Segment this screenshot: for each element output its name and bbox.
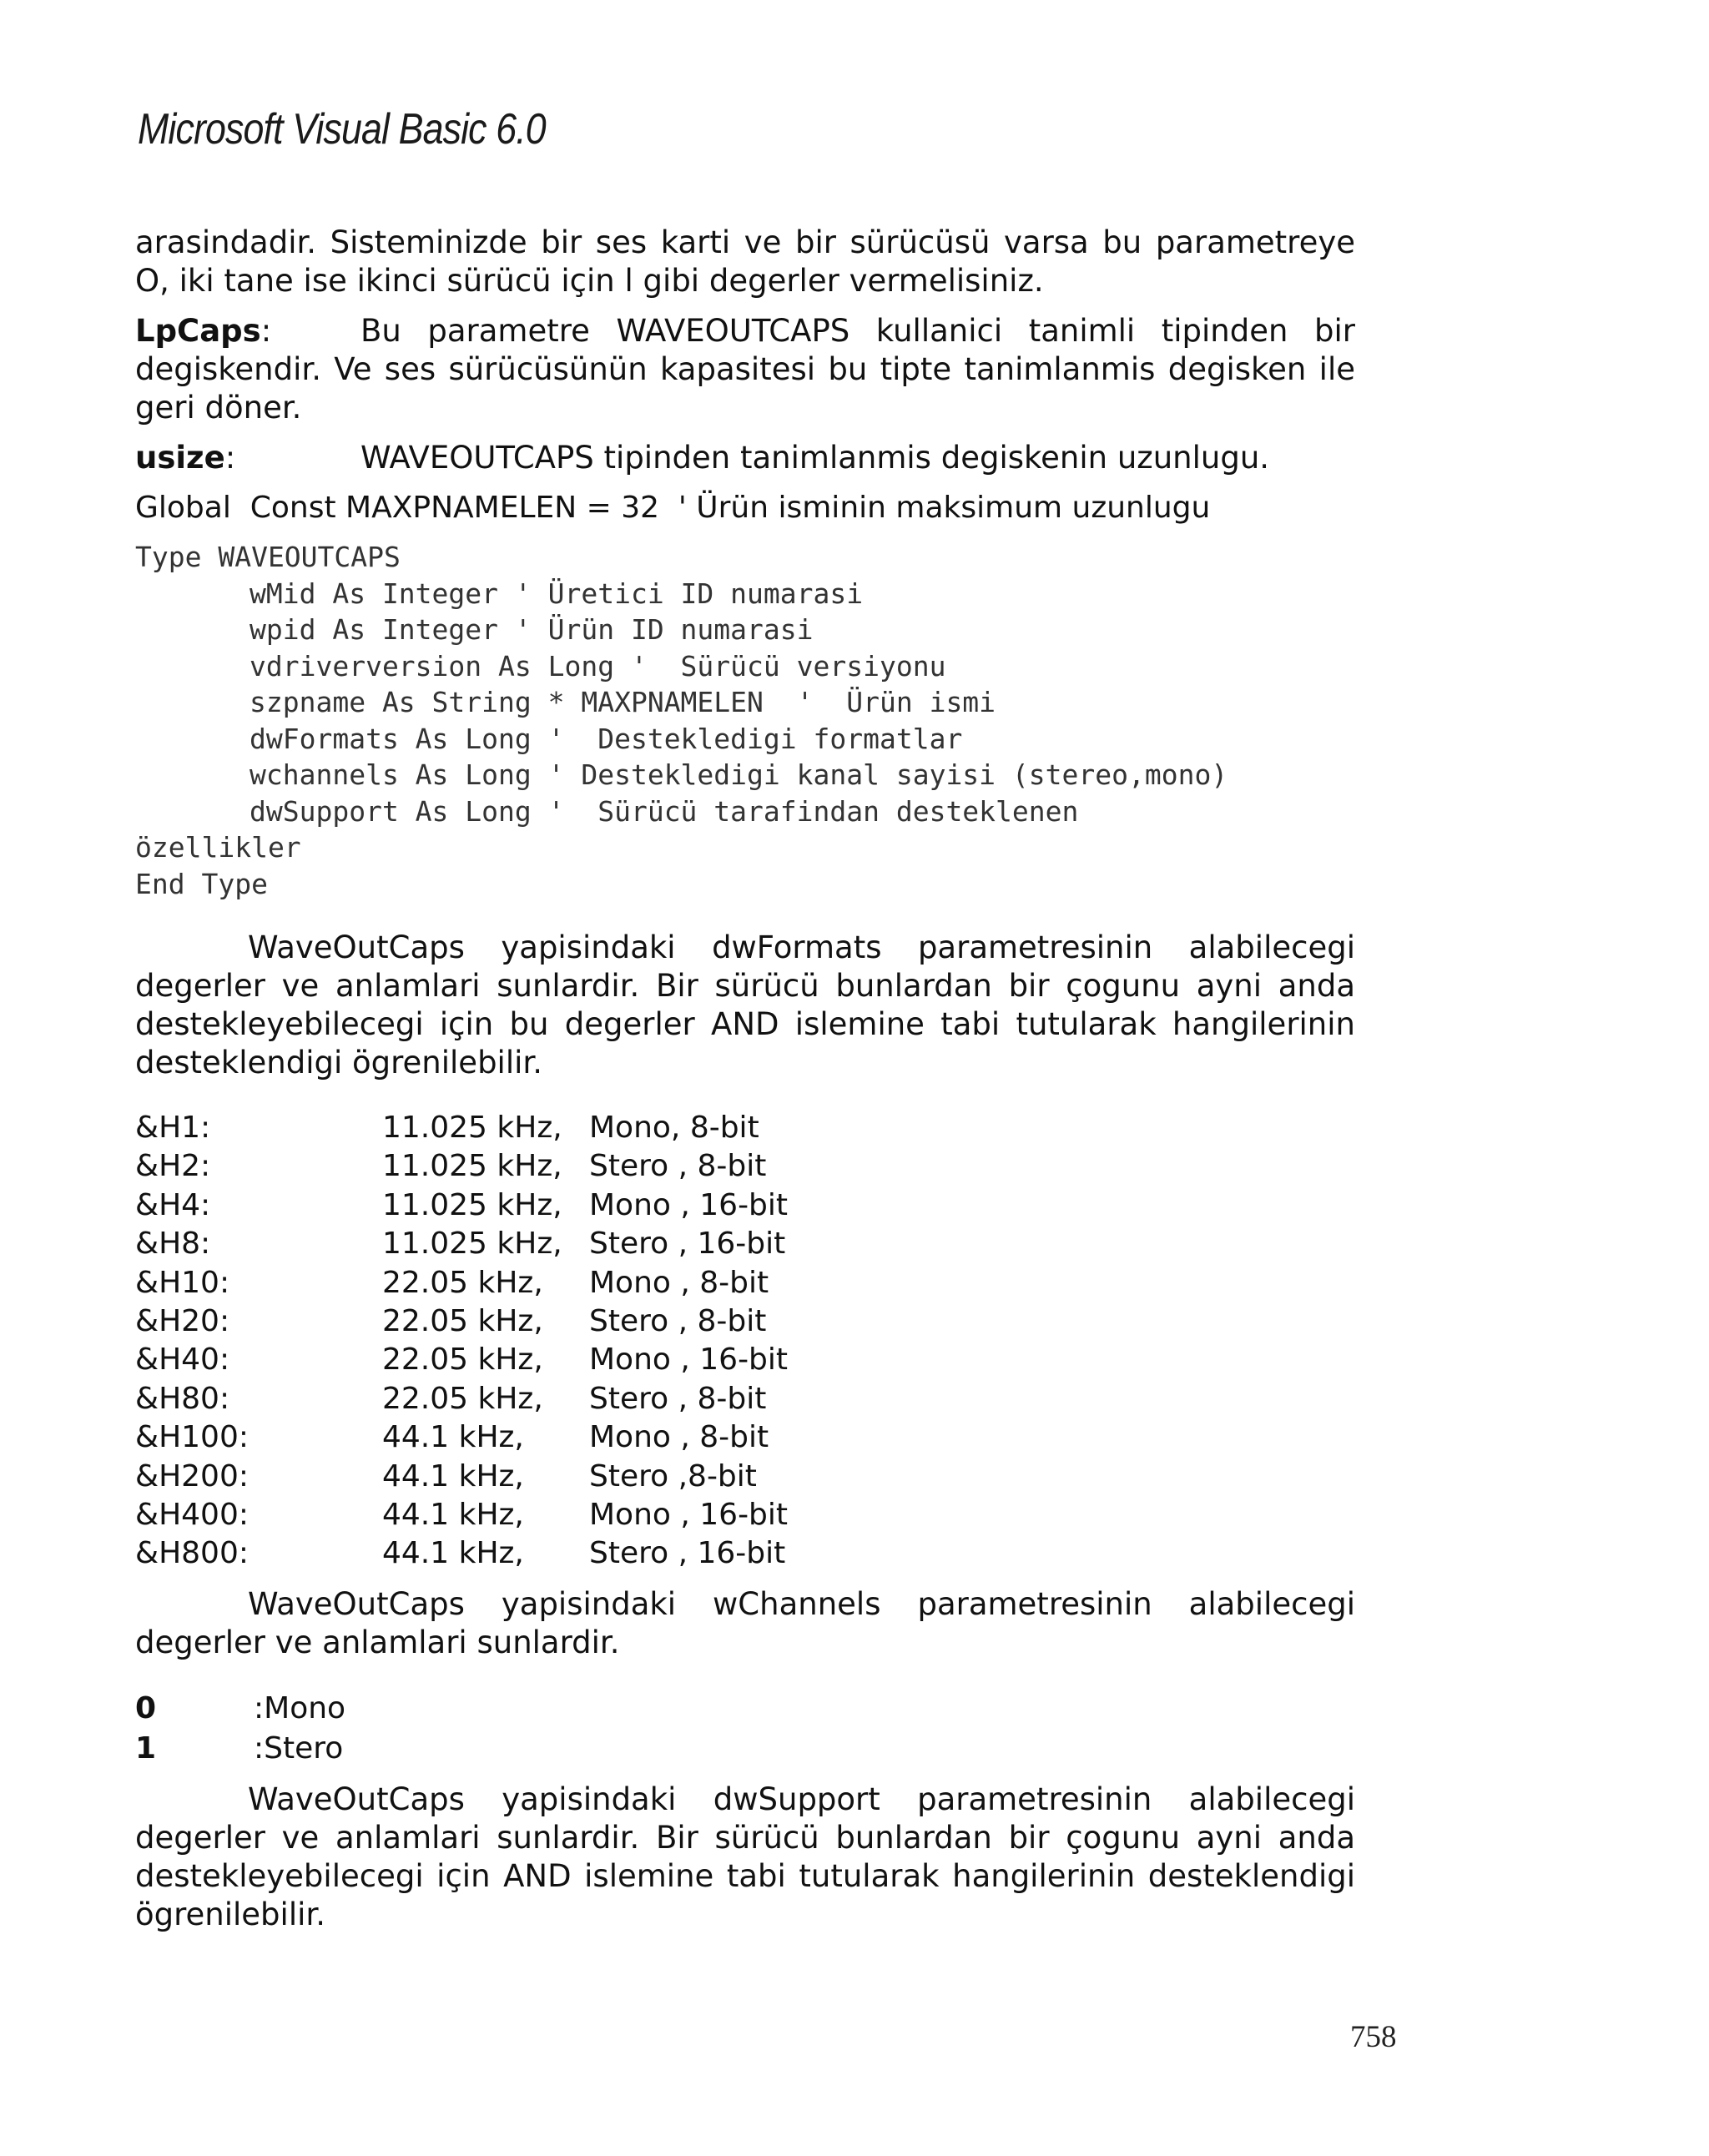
code-type-start: Type WAVEOUTCAPS (135, 541, 401, 573)
param-usize-name: usize: (135, 440, 236, 476)
channels-intro-paragraph: WaveOutCaps yapisindaki wChannels parametresinin alabilecegi degerler ve anlamlari sunlardir. (135, 1585, 1355, 1660)
code-field: wchannels As Long ' Destekledigi kanal sayisi (stereo,mono) (250, 758, 1228, 791)
param-usize (135, 439, 1355, 477)
table-row: &H2: 11.025 kHz, Stero , 8-bit (135, 1149, 767, 1184)
support-intro-paragraph: WaveOutCaps yapisindaki dwSupport parametresinin alabilecegi degerler ve anlamlari sunlardir. Bir sürücü bunlardan bir çogunu ayni anda destekleyebilecegi için AND islemine tabi tutularak hangilerinin desteklendigi ögrenilebilir. (135, 1781, 1355, 1932)
code-field: dwSupport As Long ' Sürücü tarafindan desteklenen (250, 794, 1079, 828)
table-row: &H800: 44.1 kHz, Stero , 16-bit (135, 1536, 786, 1571)
param-lpcaps-name: LpCaps: (135, 313, 272, 349)
table-row: &H10: 22.05 kHz, Mono , 8-bit (135, 1265, 769, 1300)
page-number: 758 (1350, 2020, 1397, 2054)
param-lpcaps (135, 312, 1355, 427)
table-row: &H20: 22.05 kHz, Stero , 8-bit (135, 1304, 767, 1339)
page-header-title: Microsoft Visual Basic 6.0 (138, 105, 546, 154)
table-row: &H100: 44.1 kHz, Mono , 8-bit (135, 1420, 769, 1455)
list-item: 0 :Mono (135, 1690, 346, 1725)
code-type-end: End Type (135, 867, 268, 900)
intro-paragraph: arasindadir. Sisteminizde bir ses karti ve bir sürücüsü varsa bu parametreye O, iki tane ise ikinci sürücü için l gibi degerler vermelisiniz. (135, 224, 1355, 299)
code-field: szpname As String * MAXPNAMELEN ' Ürün ismi (250, 686, 996, 718)
code-field: dwFormats As Long ' Destekledigi formatlar (250, 722, 963, 755)
table-row: &H40: 22.05 kHz, Mono , 16-bit (135, 1342, 789, 1378)
table-row: &H8: 11.025 kHz, Stero , 16-bit (135, 1227, 786, 1262)
param-usize-desc: WAVEOUTCAPS tipinden tanimlanmis degiskenin uzunlugu. (360, 440, 1270, 476)
param-lpcaps-desc: Bu parametre WAVEOUTCAPS kullanici tanimli tipinden bir degiskendir. Ve ses sürücüsünün kapasitesi bu tipte tanimlanmis degisken ile geri döner. (135, 313, 1355, 426)
global-const-line: Global Const MAXPNAMELEN = 32 ' Ürün isminin maksimum uzunlugu (135, 491, 1211, 525)
table-row: &H4: 11.025 kHz, Mono , 16-bit (135, 1187, 789, 1222)
code-wrap-line: özellikler (135, 831, 301, 864)
formats-table (135, 1109, 788, 1574)
code-field: vdriverversion As Long ' Sürücü versiyonu (250, 649, 946, 683)
code-block (135, 539, 1355, 902)
list-item: 1 :Stero (135, 1730, 344, 1766)
page-content (135, 224, 1355, 1934)
formats-intro-paragraph: WaveOutCaps yapisindaki dwFormats parametresinin alabilecegi degerler ve anlamlari sunlardir. Bir sürücü bunlardan bir çogunu ayni anda destekleyebilecegi için bu degerler AND islemine tabi tutularak hangilerinin desteklendigi ögrenilebilir. (135, 929, 1355, 1081)
table-row: &H200: 44.1 kHz, Stero ,8-bit (135, 1458, 757, 1494)
table-row: &H80: 22.05 kHz, Stero , 8-bit (135, 1381, 767, 1416)
table-row: &H400: 44.1 kHz, Mono , 16-bit (135, 1498, 789, 1533)
table-row: &H1: 11.025 kHz, Mono, 8-bit (135, 1111, 759, 1145)
code-field: wpid As Integer ' Ürün ID numarasi (250, 613, 814, 646)
code-field: wMid As Integer ' Üretici ID numarasi (250, 577, 864, 610)
